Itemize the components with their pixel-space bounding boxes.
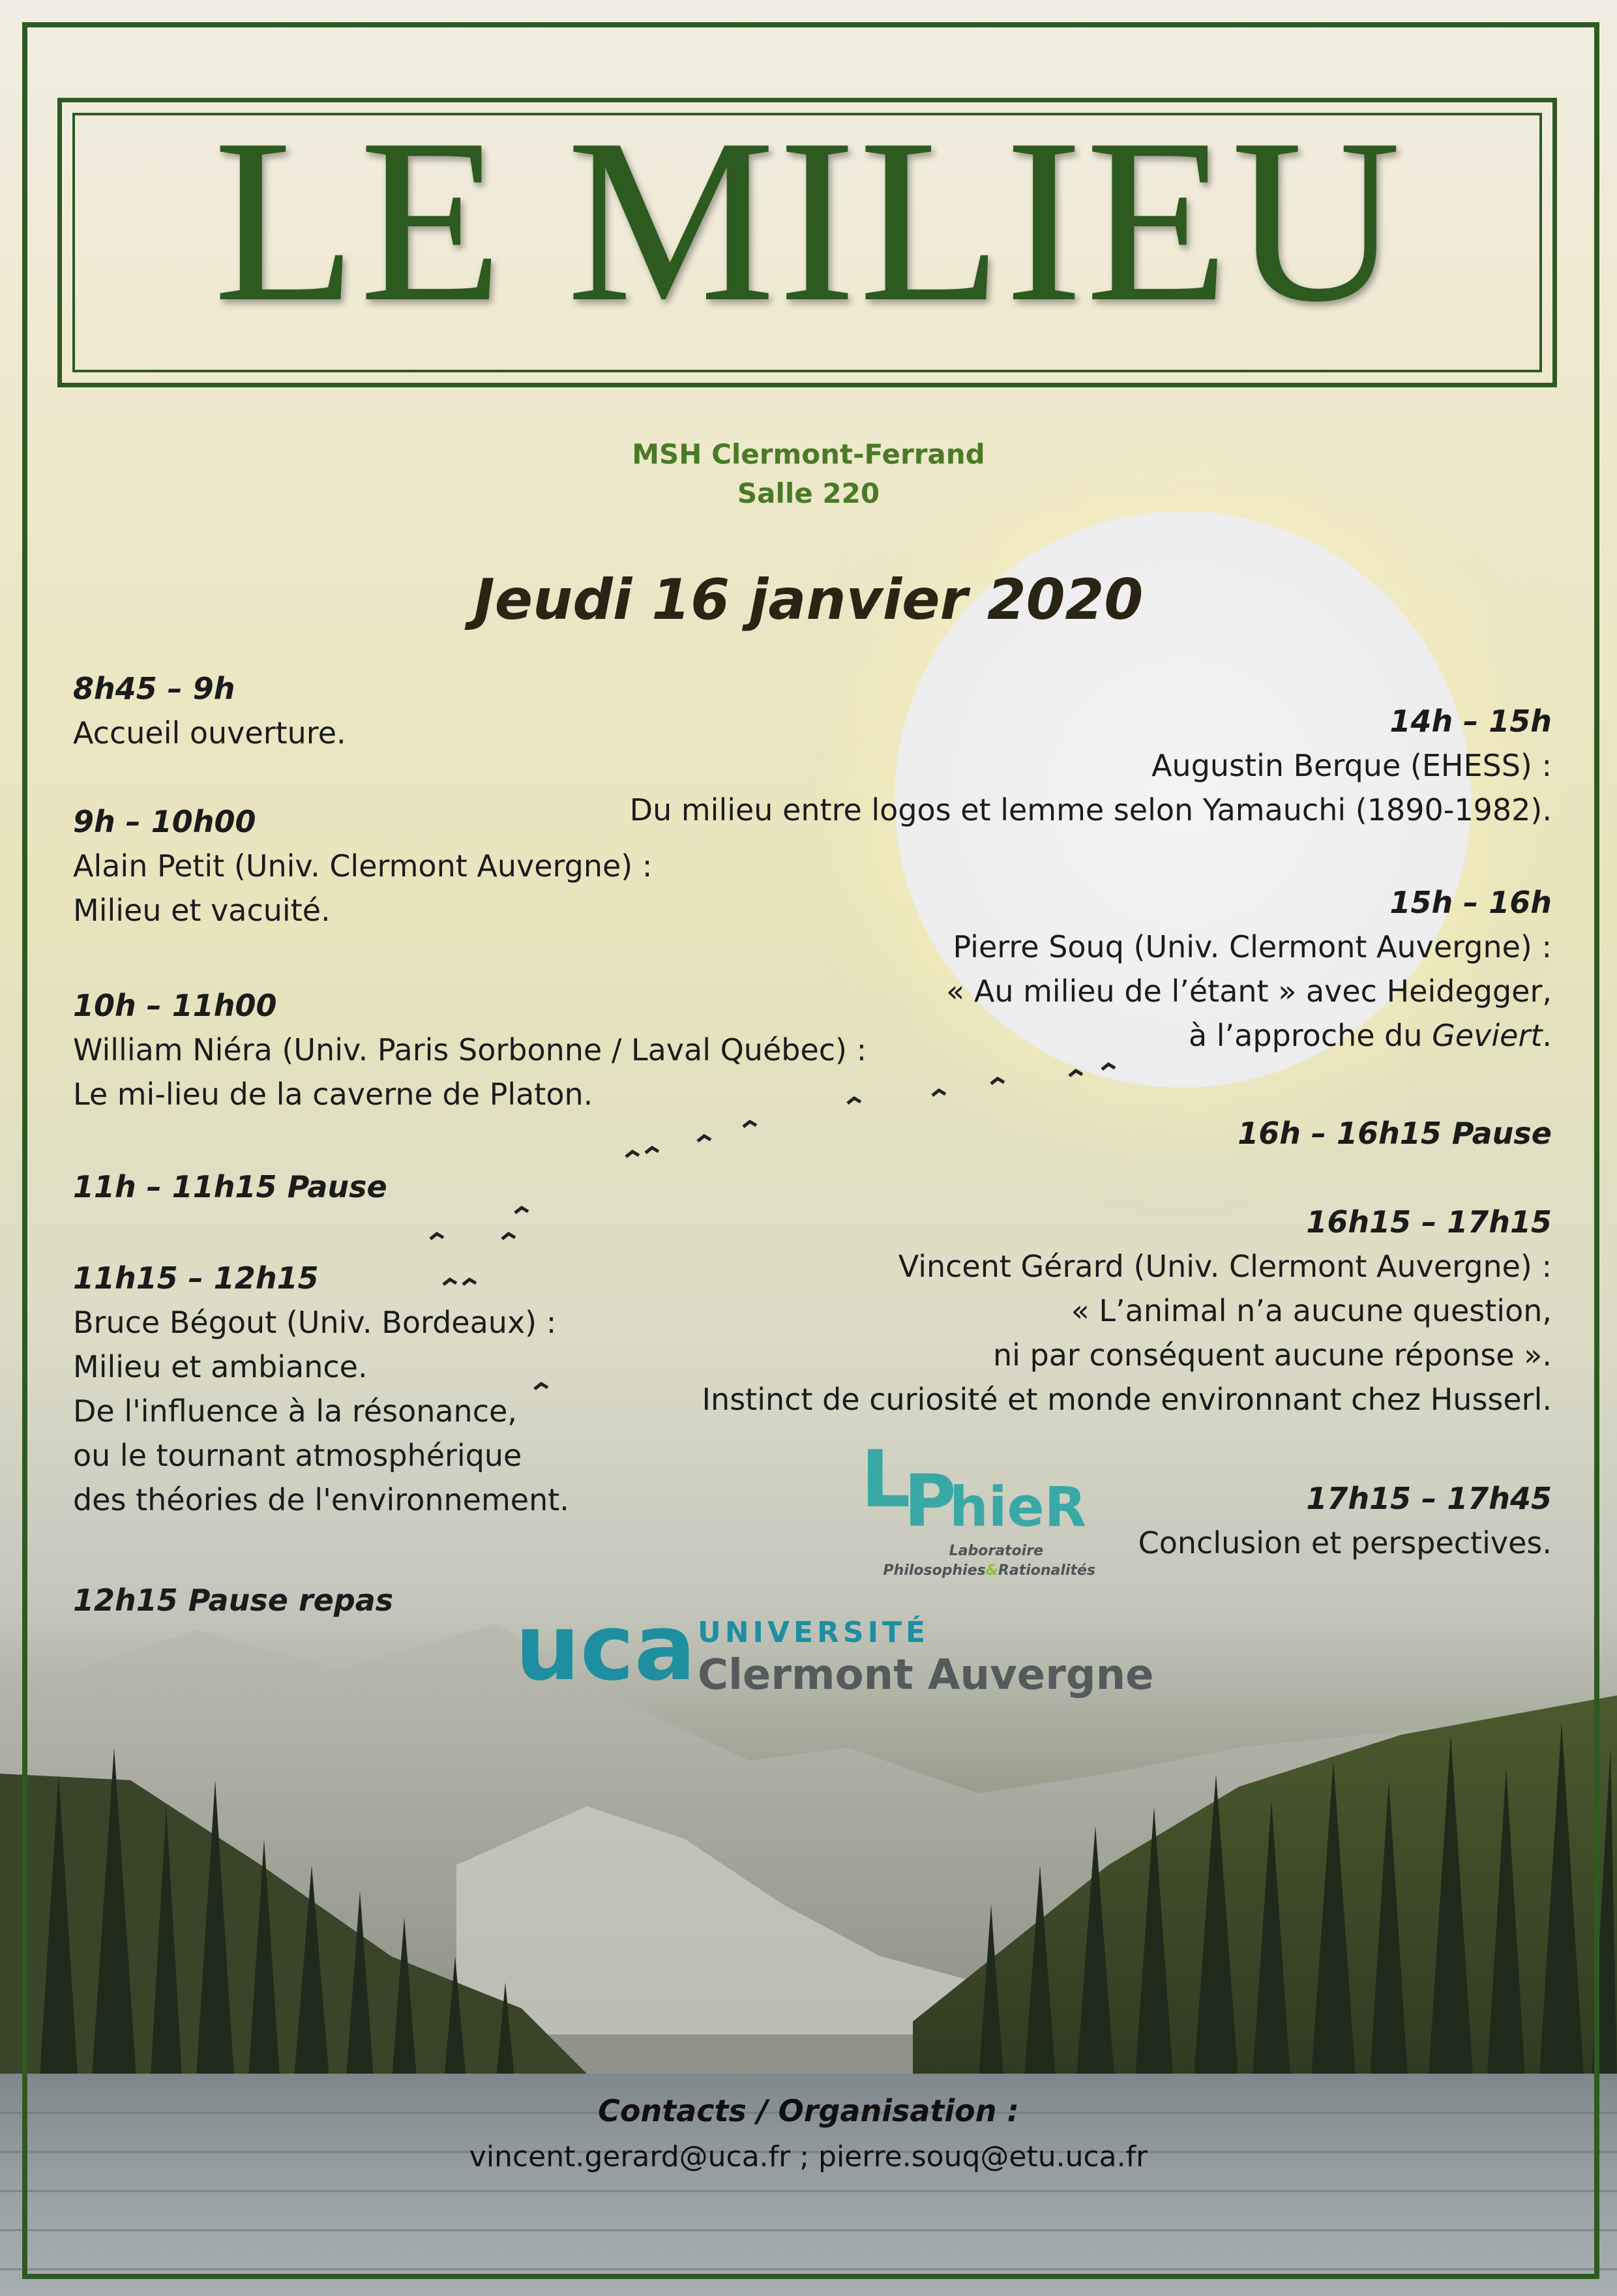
slot-time: 11h15 – 12h15 — [73, 1260, 319, 1296]
slot-line: Le mi-lieu de la caverne de Platon. — [73, 1077, 593, 1112]
slot-line: « L’animal n’a aucune question, — [1071, 1293, 1552, 1328]
program-slot — [73, 1165, 387, 1209]
slot-line-prefix: à l’approche du — [1188, 1018, 1432, 1053]
slot-line: ni par conséquent aucune réponse ». — [992, 1337, 1552, 1373]
slot-line: ou le tournant atmosphérique — [73, 1438, 522, 1473]
slot-time: 15h – 16h — [1389, 885, 1552, 920]
uca-logo — [509, 1595, 1154, 1715]
program-slot — [73, 1578, 393, 1622]
lphier-sub-amp: & — [985, 1562, 998, 1579]
slot-time: 8h45 – 9h — [73, 671, 235, 706]
slot-line: « Au milieu de l’étant » avec Heidegger, — [946, 974, 1552, 1009]
slot-time: 11h – 11h15 Pause — [73, 1169, 387, 1204]
slot-time: 12h15 Pause repas — [73, 1583, 394, 1618]
slot-time: 14h – 15h — [1389, 704, 1552, 739]
slot-line: Du milieu entre logos et lemme selon Yamauchi (1890-1982). — [629, 792, 1552, 827]
program-slot — [1238, 1111, 1552, 1155]
slot-line: Accueil ouverture. — [73, 715, 346, 751]
slot-time: 9h – 10h00 — [73, 804, 256, 839]
slot-line-geviert — [946, 1013, 1552, 1058]
venue-room: Salle 220 — [737, 477, 880, 509]
uca-mark: uca — [515, 1595, 696, 1701]
program-slot — [73, 983, 867, 1116]
lphier-mark-rest: hieR — [949, 1475, 1087, 1539]
program-slot — [73, 1256, 569, 1522]
slot-line: Milieu et ambiance. — [73, 1349, 368, 1384]
slot-time: 17h15 – 17h45 — [1306, 1481, 1552, 1516]
slot-line: Milieu et vacuité. — [73, 893, 331, 928]
program-slot — [946, 880, 1552, 1058]
lphier-logo — [848, 1428, 1108, 1598]
program-slot — [1138, 1476, 1552, 1565]
lphier-subtitle-1: Laboratoire — [949, 1543, 1043, 1559]
slot-line-suffix: . — [1542, 1018, 1552, 1053]
program-slot — [73, 666, 346, 755]
slot-time: 16h15 – 17h15 — [1306, 1204, 1552, 1240]
uca-line2: Clermont Auvergne — [698, 1651, 1154, 1699]
slot-line: Pierre Souq (Univ. Clermont Auvergne) : — [953, 929, 1552, 964]
lphier-sub-a: Philosophies — [883, 1562, 986, 1579]
geviert-term: Geviert — [1432, 1018, 1543, 1053]
uca-line1: UNIVERSITÉ — [698, 1616, 930, 1649]
lphier-sub-b: Rationalités — [998, 1562, 1095, 1579]
contacts-heading: Contacts / Organisation : — [598, 2093, 1019, 2128]
event-date: Jeudi 16 janvier 2020 — [473, 567, 1144, 633]
slot-line: Vincent Gérard (Univ. Clermont Auvergne) : — [898, 1249, 1552, 1284]
slot-line: Alain Petit (Univ. Clermont Auvergne) : — [73, 848, 653, 884]
program-slot — [702, 1200, 1552, 1422]
slot-line: Bruce Bégout (Univ. Bordeaux) : — [73, 1305, 557, 1340]
slot-line: des théories de l'environnement. — [73, 1482, 569, 1517]
program-slot — [630, 699, 1552, 832]
slot-line: William Niéra (Univ. Paris Sorbonne / Laval Québec) : — [73, 1032, 867, 1067]
slot-line: Instinct de curiosité et monde environnant chez Husserl. — [702, 1382, 1552, 1417]
lphier-mark-p: P — [904, 1459, 957, 1543]
venue-name: MSH Clermont-Ferrand — [632, 438, 985, 470]
slot-line: Conclusion et perspectives. — [1138, 1525, 1552, 1560]
slot-line: Augustin Berque (EHESS) : — [1151, 748, 1552, 783]
slot-time: 10h – 11h00 — [73, 988, 277, 1023]
poster-title: LE MILIEU — [213, 90, 1404, 350]
slot-time: 16h – 16h15 Pause — [1238, 1116, 1552, 1151]
lphier-subtitle-2 — [883, 1562, 1095, 1579]
slot-line: De l'influence à la résonance, — [73, 1394, 517, 1429]
lphier-mark-l: L — [861, 1435, 911, 1525]
contacts-emails: vincent.gerard@uca.fr ; pierre.souq@etu.uca.fr — [469, 2140, 1148, 2173]
program-slot — [73, 799, 652, 932]
